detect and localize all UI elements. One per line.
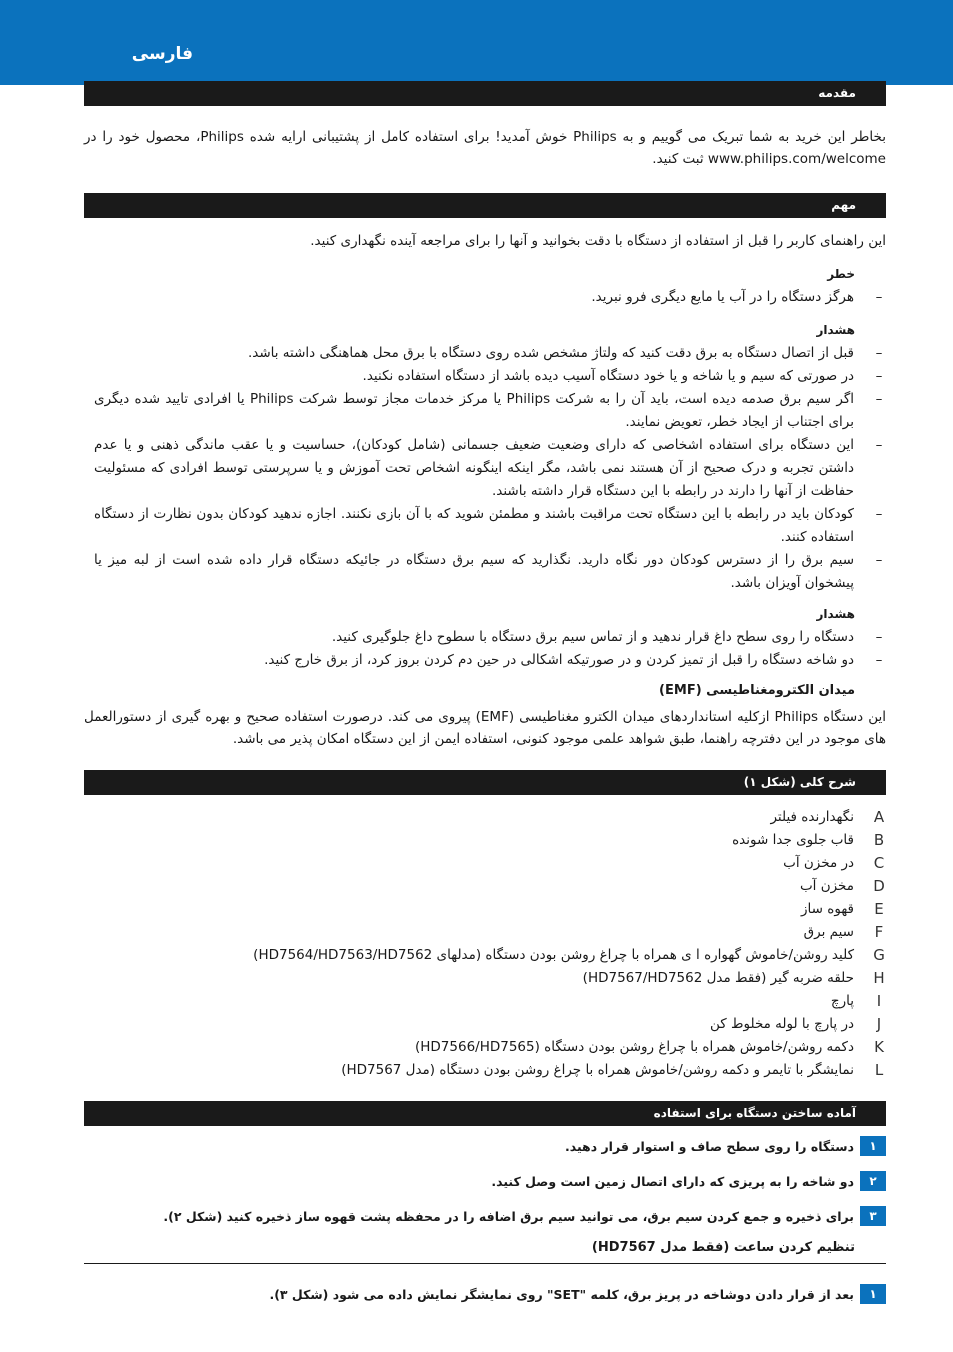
list-item: – دستگاه را روی سطح داغ قرار ندهید و از تماس سیم برق دستگاه با سطوح داغ جلوگیری کنید. — [84, 626, 886, 649]
step-number: ۳ — [860, 1206, 886, 1226]
list-item: – اگر سیم برق صدمه دیده است، باید آن را به شرکت Philips یا مرکز خدمات مجاز توسط شرکت Philips یا افرادی تایید شده دیگری برای اجتناب از ایجاد خطر، تعویض نمایند. — [84, 388, 886, 434]
list-item: – قبل از اتصال دستگاه به برق دقت کنید که ولتاژ مشخص شده روی دستگاه با برق محل هماهنگی داشته باشد. — [84, 342, 886, 365]
step-item: ۱ دستگاه را روی سطح صاف و استوار قرار دهید. — [84, 1136, 886, 1158]
bullet-dash: – — [875, 552, 883, 568]
bullet-dash: – — [875, 289, 883, 305]
step-item: ۲ دو شاخه را به پریزی که دارای اتصال زمین است وصل کنید. — [84, 1171, 886, 1193]
list-item: – دو شاخه دستگاه را قبل از تمیز کردن و در صورتیکه اشکالی در حین دم کردن بروز کرد، از برق خارج کنید. — [84, 649, 886, 672]
caution-title: هشدار — [816, 607, 855, 621]
emf-title: میدان الکترومغناطیسی (EMF) — [659, 683, 855, 698]
bullet-dash: – — [875, 368, 883, 384]
danger-title: خطر — [827, 267, 855, 281]
list-item: – کودکان باید در رابطه با این دستگاه تحت مراقبت باشند و مطمئن شوید که با آن بازی نکنند. اجازه ندهید کودکان بدون نظارت از دستگاه استفاده کنند. — [84, 503, 886, 549]
section-bar-prepare: آماده ساختن دستگاه برای استفاده — [84, 1101, 886, 1126]
emf-paragraph: این دستگاه Philips ازکلیه استانداردهای میدان الکترو مغناطیسی (EMF) پیروی می کند. درصورت استفاده صحیح و بهره گیری از دستورالعمل های موجود در این دفترچه راهنما، طبق شواهد علمی موجود کنونی، استفاده ایمن از این دستگاه امکان پذیر می باشد. — [84, 709, 886, 747]
section-bar-important: مهم — [84, 193, 886, 218]
intro-paragraph: بخاطر این خرید به شما تبریک می گوییم و به Philips خوش آمدید! برای استفاده کامل از پشتیبانی ارایه شده Philips، محصول خود را در www.philips.com/welcome ثبت کنید. — [84, 129, 886, 167]
clock-title: تنظیم کردن ساعت (فقط مدل HD7567) — [591, 1240, 855, 1255]
language-title: فارسی — [131, 44, 193, 64]
part-item: J در پارچ با لوله مخلوط کن — [710, 1015, 882, 1033]
section-bar-overview: شرح کلی (شکل ۱) — [84, 770, 886, 795]
part-item: G کلید روشن/خاموش گهواره ا ی همراه با چراغ روشن بودن دستگاه (مدلهای HD7564/HD7563/HD7562) — [253, 946, 885, 964]
list-item: – در صورتی که سیم و یا شاخه و یا خود دستگاه آسیب دیده باشد از دستگاه استفاده نکنید. — [84, 365, 886, 388]
step-item: ۱ بعد از قرار دادن دوشاخه در پریز برق، کلمه "SET" روی نمایشگر نمایش داده می شود (شکل ۳). — [84, 1284, 886, 1306]
part-item: H حلقه ضربه گیر (فقط مدل HD7567/HD7562) — [582, 969, 885, 987]
part-item: D مخزن آب — [799, 877, 885, 895]
bullet-dash: – — [875, 506, 883, 522]
list-item: – این دستگاه برای استفاده اشخاصی که دارای وضعیت ضعیف جسمانی (شامل کودکان)، حساسیت و یا عقب ماندگی ذهنی و یا عدم داشتن تجربه و درک صحیح از آن هستند نمی باشد، مگر اینکه اینگونه اشخاص تحت آموزش و یا سرپرستی توسط افرادی که مسئولیت حفاظت از آنها را دارند در رابطه با این دستگاه قرار داشته باشند. — [84, 434, 886, 503]
section-bar-intro: مقدمه — [84, 81, 886, 106]
bullet-dash: – — [875, 437, 883, 453]
list-item: – سیم برق را از دسترس کودکان دور نگاه دارید. نگذارید که سیم برق دستگاه در جائیکه دستگاه قرار داده شده است از لبه میز یا پیشخوان آویزان باشد. — [84, 549, 886, 595]
step-number: ۱ — [860, 1136, 886, 1156]
step-number: ۲ — [860, 1171, 886, 1191]
list-item: – هرگز دستگاه را در آب یا مایع دیگری فرو نبرید. — [84, 286, 886, 309]
important-intro: این راهنمای کاربر را قبل از استفاده از دستگاه با دقت بخوانید و آنها را برای مراجعه آینده نگهداری کنید. — [310, 233, 886, 249]
header-band — [0, 0, 953, 85]
part-item: B قاب جلوی جدا شونده — [732, 831, 885, 849]
step-item: ۳ برای ذخیره و جمع کردن سیم برق، می توانید سیم برق اضافه را در محفظه پشت قهوه ساز ذخیره کنید (شکل ۲). — [84, 1206, 886, 1228]
part-item: I پارچ — [830, 992, 882, 1010]
bullet-dash: – — [875, 629, 883, 645]
part-item: C در مخزن آب — [783, 854, 885, 872]
step-number: ۱ — [860, 1284, 886, 1304]
part-item: A نگهدارنده فیلتر — [770, 808, 885, 826]
part-item: E قهوه ساز — [801, 900, 884, 918]
warning-title: هشدار — [816, 323, 855, 337]
part-item: K دکمه روشن/خاموش همراه با چراغ روشن بودن دستگاه (HD7566/HD7565) — [414, 1038, 884, 1056]
bullet-dash: – — [875, 345, 883, 361]
part-item: F سیم برق — [803, 923, 884, 941]
bullet-dash: – — [875, 652, 883, 668]
divider — [84, 1263, 886, 1264]
part-item: L نمایشگر با تایمر و دکمه روشن/خاموش همراه با چراغ روشن بودن دستگاه (مدل HD7567) — [341, 1061, 884, 1079]
bullet-dash: – — [875, 391, 883, 407]
